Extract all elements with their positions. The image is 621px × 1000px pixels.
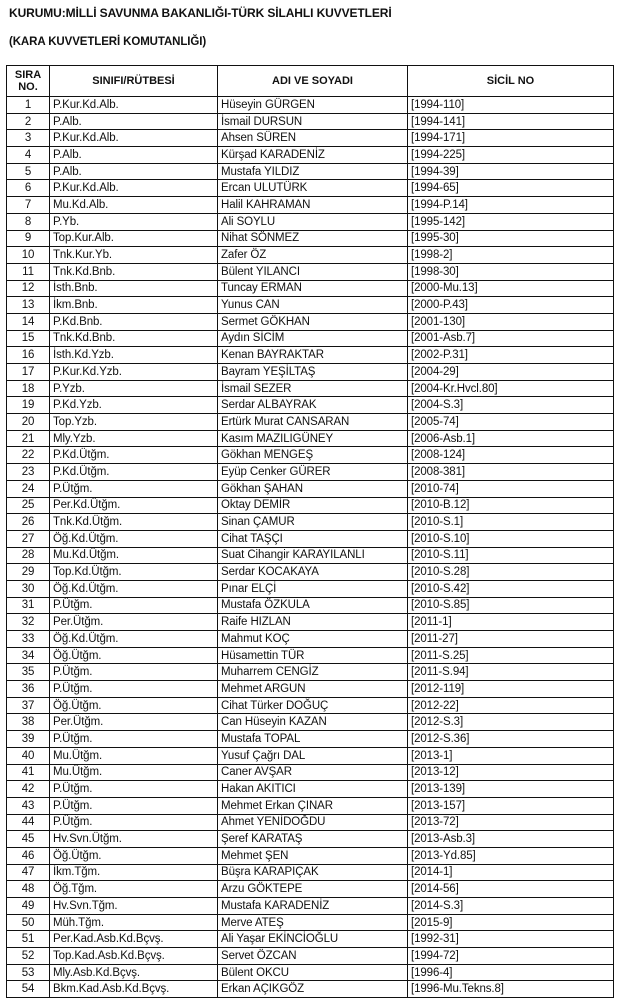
row-sequence-no: 36 (7, 681, 50, 698)
row-sequence-no: 23 (7, 464, 50, 481)
row-sequence-no: 54 (7, 981, 50, 998)
row-full-name: Kasım MAZILIGÜNEY (218, 430, 408, 447)
row-registry-no: [2013-12] (408, 764, 614, 781)
row-full-name: Yusuf Çağrı DAL (218, 747, 408, 764)
row-full-name: Muharrem CENGİZ (218, 664, 408, 681)
row-registry-no: [2010-S.85] (408, 597, 614, 614)
row-rank: P.Ütğm. (50, 731, 218, 748)
document-title: KURUMU:MİLLİ SAVUNMA BAKANLIĞI-TÜRK SİLAHLI KUVVETLERİ (9, 6, 392, 20)
header-sequence-no-line1: SIRA (14, 69, 42, 81)
row-full-name: Cihat Türker DOĞUÇ (218, 697, 408, 714)
row-rank: Öğ.Tğm. (50, 881, 218, 898)
row-registry-no: [1994-110] (408, 97, 614, 114)
row-full-name: Gökhan MENGEŞ (218, 447, 408, 464)
header-sequence-no-line2: NO. (18, 81, 38, 93)
row-sequence-no: 10 (7, 247, 50, 264)
table-row (7, 714, 614, 731)
row-full-name: Mustafa ÖZKULA (218, 597, 408, 614)
row-rank: Tnk.Kd.Bnb. (50, 263, 218, 280)
row-full-name: Sinan ÇAMUR (218, 514, 408, 531)
row-registry-no: [1996-Mu.Tekns.8] (408, 981, 614, 998)
row-full-name: Cihat TAŞÇI (218, 530, 408, 547)
row-rank: P.Kur.Kd.Yzb. (50, 364, 218, 381)
table-row (7, 797, 614, 814)
row-full-name: Pınar ELÇİ (218, 580, 408, 597)
row-full-name: Mahmut KOÇ (218, 631, 408, 648)
row-rank: Tnk.Kd.Ütğm. (50, 514, 218, 531)
row-rank: Öğ.Kd.Ütğm. (50, 631, 218, 648)
row-registry-no: [2011-1] (408, 614, 614, 631)
row-rank: Öğ.Kd.Ütğm. (50, 530, 218, 547)
row-sequence-no: 53 (7, 964, 50, 981)
row-full-name: Mustafa TOPAL (218, 731, 408, 748)
row-full-name: Arzu GÖKTEPE (218, 881, 408, 898)
table-row (7, 530, 614, 547)
row-sequence-no: 33 (7, 631, 50, 648)
row-sequence-no: 46 (7, 847, 50, 864)
row-rank: Top.Kd.Ütğm. (50, 564, 218, 581)
row-registry-no: [1996-4] (408, 964, 614, 981)
row-sequence-no: 39 (7, 731, 50, 748)
row-full-name: Mehmet Erkan ÇINAR (218, 797, 408, 814)
row-sequence-no: 48 (7, 881, 50, 898)
table-header (7, 66, 614, 97)
row-full-name: Can Hüseyin KAZAN (218, 714, 408, 731)
row-registry-no: [1995-142] (408, 213, 614, 230)
row-rank: P.Ütğm. (50, 781, 218, 798)
personnel-table (6, 65, 614, 998)
row-registry-no: [1992-31] (408, 931, 614, 948)
row-sequence-no: 3 (7, 130, 50, 147)
row-rank: P.Ütğm. (50, 797, 218, 814)
row-registry-no: [2010-S.42] (408, 580, 614, 597)
row-rank: Mu.Ütğm. (50, 747, 218, 764)
row-registry-no: [2013-72] (408, 814, 614, 831)
row-rank: Hv.Svn.Ütğm. (50, 831, 218, 848)
table-row (7, 313, 614, 330)
row-registry-no: [2004-Kr.Hvcl.80] (408, 380, 614, 397)
row-sequence-no: 38 (7, 714, 50, 731)
table-row (7, 180, 614, 197)
row-rank: P.Ütğm. (50, 814, 218, 831)
row-sequence-no: 1 (7, 97, 50, 114)
table-row (7, 447, 614, 464)
table-row (7, 831, 614, 848)
row-rank: P.Kur.Kd.Alb. (50, 97, 218, 114)
row-registry-no: [1998-30] (408, 263, 614, 280)
table-row (7, 547, 614, 564)
header-name: ADI VE SOYADI (218, 66, 408, 97)
row-full-name: Servet ÖZCAN (218, 948, 408, 965)
row-registry-no: [2010-S.10] (408, 530, 614, 547)
table-row (7, 898, 614, 915)
row-full-name: Bülent YILANCI (218, 263, 408, 280)
table-row (7, 380, 614, 397)
row-rank: Öğ.Ütğm. (50, 647, 218, 664)
row-rank: Top.Kur.Alb. (50, 230, 218, 247)
table-row (7, 163, 614, 180)
row-rank: Mu.Kd.Ütğm. (50, 547, 218, 564)
table-row (7, 414, 614, 431)
row-sequence-no: 2 (7, 113, 50, 130)
table-row (7, 580, 614, 597)
table-row (7, 697, 614, 714)
row-rank: İsth.Bnb. (50, 280, 218, 297)
row-full-name: İsmail DURSUN (218, 113, 408, 130)
table-row (7, 263, 614, 280)
row-registry-no: [2001-130] (408, 313, 614, 330)
row-rank: P.Ütğm. (50, 480, 218, 497)
row-rank: P.Alb. (50, 163, 218, 180)
table-row (7, 781, 614, 798)
row-registry-no: [2010-74] (408, 480, 614, 497)
row-rank: Tnk.Kd.Bnb. (50, 330, 218, 347)
row-rank: P.Kur.Kd.Alb. (50, 130, 218, 147)
row-rank: Müh.Tğm. (50, 914, 218, 931)
row-full-name: Merve ATEŞ (218, 914, 408, 931)
row-full-name: Nihat SÖNMEZ (218, 230, 408, 247)
row-full-name: Mehmet ARGUN (218, 681, 408, 698)
row-full-name: Halil KAHRAMAN (218, 197, 408, 214)
row-registry-no: [2010-B.12] (408, 497, 614, 514)
row-registry-no: [2002-P.31] (408, 347, 614, 364)
row-sequence-no: 35 (7, 664, 50, 681)
row-registry-no: [2013-139] (408, 781, 614, 798)
row-full-name: Eyüp Cenker GÜRER (218, 464, 408, 481)
row-rank: P.Kd.Ütğm. (50, 447, 218, 464)
row-registry-no: [2004-29] (408, 364, 614, 381)
row-full-name: Raife HIZLAN (218, 614, 408, 631)
row-registry-no: [2012-S.36] (408, 731, 614, 748)
row-full-name: Ercan ULUTÜRK (218, 180, 408, 197)
row-rank: Mu.Ütğm. (50, 764, 218, 781)
row-registry-no: [1994-P.14] (408, 197, 614, 214)
row-rank: Top.Kad.Asb.Kd.Bçvş. (50, 948, 218, 965)
row-registry-no: [2013-1] (408, 747, 614, 764)
row-full-name: Hakan AKITICI (218, 781, 408, 798)
row-full-name: Ertürk Murat CANSARAN (218, 414, 408, 431)
row-registry-no: [1994-72] (408, 948, 614, 965)
row-rank: P.Yb. (50, 213, 218, 230)
table-row (7, 197, 614, 214)
table-row (7, 364, 614, 381)
row-sequence-no: 50 (7, 914, 50, 931)
row-rank: Mu.Kd.Alb. (50, 197, 218, 214)
table-row (7, 230, 614, 247)
row-registry-no: [2014-1] (408, 864, 614, 881)
row-rank: P.Alb. (50, 113, 218, 130)
row-rank: P.Kd.Ütğm. (50, 464, 218, 481)
row-rank: P.Ütğm. (50, 664, 218, 681)
document-subtitle: (KARA KUVVETLERİ KOMUTANLIĞI) (9, 36, 207, 48)
row-sequence-no: 31 (7, 597, 50, 614)
row-rank: P.Yzb. (50, 380, 218, 397)
row-registry-no: [2010-S.1] (408, 514, 614, 531)
row-sequence-no: 13 (7, 297, 50, 314)
table-row (7, 297, 614, 314)
row-rank: Mly.Asb.Kd.Bçvş. (50, 964, 218, 981)
row-rank: P.Kd.Bnb. (50, 313, 218, 330)
table-body (7, 97, 614, 998)
row-sequence-no: 4 (7, 147, 50, 164)
row-rank: Hv.Svn.Tğm. (50, 898, 218, 915)
table-row (7, 948, 614, 965)
row-registry-no: [2013-157] (408, 797, 614, 814)
row-sequence-no: 32 (7, 614, 50, 631)
row-registry-no: [2000-Mu.13] (408, 280, 614, 297)
table-row (7, 614, 614, 631)
row-registry-no: [1995-30] (408, 230, 614, 247)
row-sequence-no: 51 (7, 931, 50, 948)
row-rank: Tnk.Kur.Yb. (50, 247, 218, 264)
row-full-name: Ali SOYLU (218, 213, 408, 230)
row-sequence-no: 30 (7, 580, 50, 597)
row-registry-no: [2011-S.25] (408, 647, 614, 664)
row-full-name: Tuncay ERMAN (218, 280, 408, 297)
row-full-name: Aydın SİCİM (218, 330, 408, 347)
table-row (7, 464, 614, 481)
row-registry-no: [2006-Asb.1] (408, 430, 614, 447)
table-row (7, 597, 614, 614)
row-rank: İkm.Bnb. (50, 297, 218, 314)
row-registry-no: [1994-65] (408, 180, 614, 197)
row-sequence-no: 37 (7, 697, 50, 714)
table-row (7, 747, 614, 764)
row-sequence-no: 28 (7, 547, 50, 564)
row-sequence-no: 25 (7, 497, 50, 514)
table-row (7, 664, 614, 681)
header-row (7, 66, 614, 97)
table-row (7, 764, 614, 781)
row-full-name: Sermet GÖKHAN (218, 313, 408, 330)
row-sequence-no: 44 (7, 814, 50, 831)
row-full-name: Büşra KARAPIÇAK (218, 864, 408, 881)
table-row (7, 814, 614, 831)
row-full-name: Oktay DEMİR (218, 497, 408, 514)
table-row (7, 397, 614, 414)
table-row (7, 130, 614, 147)
table-row (7, 147, 614, 164)
row-sequence-no: 34 (7, 647, 50, 664)
row-registry-no: [2011-27] (408, 631, 614, 648)
row-registry-no: [2013-Yd.85] (408, 847, 614, 864)
row-rank: Top.Yzb. (50, 414, 218, 431)
row-registry-no: [2010-S.28] (408, 564, 614, 581)
row-full-name: Serdar KOCAKAYA (218, 564, 408, 581)
row-full-name: Mustafa KARADENİZ (218, 898, 408, 915)
table-row (7, 213, 614, 230)
row-full-name: Suat Cihangir KARAYILANLI (218, 547, 408, 564)
row-full-name: Ali Yaşar EKİNCİOĞLU (218, 931, 408, 948)
table-row (7, 731, 614, 748)
row-registry-no: [2013-Asb.3] (408, 831, 614, 848)
row-sequence-no: 15 (7, 330, 50, 347)
row-sequence-no: 7 (7, 197, 50, 214)
row-sequence-no: 9 (7, 230, 50, 247)
row-sequence-no: 43 (7, 797, 50, 814)
table-row (7, 330, 614, 347)
row-registry-no: [2000-P.43] (408, 297, 614, 314)
table-row (7, 914, 614, 931)
row-rank: Öğ.Ütğm. (50, 697, 218, 714)
table-row (7, 497, 614, 514)
row-registry-no: [2008-381] (408, 464, 614, 481)
row-full-name: Serdar ALBAYRAK (218, 397, 408, 414)
row-full-name: Mustafa YILDIZ (218, 163, 408, 180)
row-rank: Öğ.Kd.Ütğm. (50, 580, 218, 597)
row-rank: Per.Ütğm. (50, 614, 218, 631)
table-row (7, 647, 614, 664)
row-full-name: Ahmet YENİDOĞDU (218, 814, 408, 831)
row-registry-no: [2010-S.11] (408, 547, 614, 564)
row-full-name: Gökhan ŞAHAN (218, 480, 408, 497)
row-registry-no: [2012-S.3] (408, 714, 614, 731)
row-sequence-no: 11 (7, 263, 50, 280)
table-row (7, 931, 614, 948)
row-sequence-no: 47 (7, 864, 50, 881)
table-row (7, 97, 614, 114)
row-rank: P.Kd.Yzb. (50, 397, 218, 414)
row-full-name: Bülent OKCU (218, 964, 408, 981)
table-row (7, 881, 614, 898)
table-row (7, 514, 614, 531)
row-full-name: Kürşad KARADENİZ (218, 147, 408, 164)
table-row (7, 631, 614, 648)
row-sequence-no: 12 (7, 280, 50, 297)
row-registry-no: [2014-56] (408, 881, 614, 898)
row-full-name: Ahsen SÜREN (218, 130, 408, 147)
table-row (7, 113, 614, 130)
row-full-name: Bayram YEŞİLTAŞ (218, 364, 408, 381)
table-row (7, 864, 614, 881)
row-rank: P.Alb. (50, 147, 218, 164)
row-registry-no: [2015-9] (408, 914, 614, 931)
table-row (7, 280, 614, 297)
row-rank: Bkm.Kad.Asb.Kd.Bçvş. (50, 981, 218, 998)
row-registry-no: [2004-S.3] (408, 397, 614, 414)
row-rank: Per.Ütğm. (50, 714, 218, 731)
table-row (7, 430, 614, 447)
table-row (7, 247, 614, 264)
row-sequence-no: 22 (7, 447, 50, 464)
row-sequence-no: 41 (7, 764, 50, 781)
row-full-name: Şeref KARATAŞ (218, 831, 408, 848)
row-sequence-no: 5 (7, 163, 50, 180)
row-full-name: Yunus CAN (218, 297, 408, 314)
table-row (7, 480, 614, 497)
row-registry-no: [2012-22] (408, 697, 614, 714)
row-registry-no: [2008-124] (408, 447, 614, 464)
row-sequence-no: 17 (7, 364, 50, 381)
row-registry-no: [2012-119] (408, 681, 614, 698)
row-sequence-no: 6 (7, 180, 50, 197)
row-sequence-no: 18 (7, 380, 50, 397)
header-registry-no: SİCİL NO (408, 66, 614, 97)
row-rank: P.Ütğm. (50, 597, 218, 614)
row-full-name: İsmail SEZER (218, 380, 408, 397)
row-full-name: Kenan BAYRAKTAR (218, 347, 408, 364)
row-sequence-no: 49 (7, 898, 50, 915)
table-row (7, 964, 614, 981)
table-row (7, 847, 614, 864)
row-rank: Mly.Yzb. (50, 430, 218, 447)
row-rank: İkm.Tğm. (50, 864, 218, 881)
row-rank: Öğ.Ütğm. (50, 847, 218, 864)
row-rank: P.Ütğm. (50, 681, 218, 698)
row-full-name: Mehmet ŞEN (218, 847, 408, 864)
row-sequence-no: 8 (7, 213, 50, 230)
row-registry-no: [1994-141] (408, 113, 614, 130)
row-sequence-no: 16 (7, 347, 50, 364)
row-full-name: Zafer ÖZ (218, 247, 408, 264)
table-row (7, 981, 614, 998)
row-registry-no: [1994-225] (408, 147, 614, 164)
row-registry-no: [2014-S.3] (408, 898, 614, 915)
header-sequence-no (7, 66, 50, 97)
row-sequence-no: 14 (7, 313, 50, 330)
row-sequence-no: 21 (7, 430, 50, 447)
row-registry-no: [1994-39] (408, 163, 614, 180)
row-full-name: Erkan AÇIKGÖZ (218, 981, 408, 998)
row-sequence-no: 42 (7, 781, 50, 798)
row-sequence-no: 26 (7, 514, 50, 531)
row-sequence-no: 29 (7, 564, 50, 581)
row-sequence-no: 20 (7, 414, 50, 431)
row-full-name: Hüsamettin TÜR (218, 647, 408, 664)
row-sequence-no: 24 (7, 480, 50, 497)
row-rank: İsth.Kd.Yzb. (50, 347, 218, 364)
row-rank: Per.Kd.Ütğm. (50, 497, 218, 514)
row-registry-no: [2011-S.94] (408, 664, 614, 681)
row-sequence-no: 52 (7, 948, 50, 965)
row-registry-no: [1994-171] (408, 130, 614, 147)
table-row (7, 564, 614, 581)
row-registry-no: [1998-2] (408, 247, 614, 264)
table-row (7, 347, 614, 364)
row-sequence-no: 19 (7, 397, 50, 414)
row-registry-no: [2001-Asb.7] (408, 330, 614, 347)
row-sequence-no: 40 (7, 747, 50, 764)
table-row (7, 681, 614, 698)
row-full-name: Hüseyin GÜRGEN (218, 97, 408, 114)
row-registry-no: [2005-74] (408, 414, 614, 431)
header-rank: SINIFI/RÜTBESİ (50, 66, 218, 97)
row-rank: Per.Kad.Asb.Kd.Bçvş. (50, 931, 218, 948)
row-sequence-no: 27 (7, 530, 50, 547)
row-full-name: Caner AVŞAR (218, 764, 408, 781)
row-rank: P.Kur.Kd.Alb. (50, 180, 218, 197)
row-sequence-no: 45 (7, 831, 50, 848)
